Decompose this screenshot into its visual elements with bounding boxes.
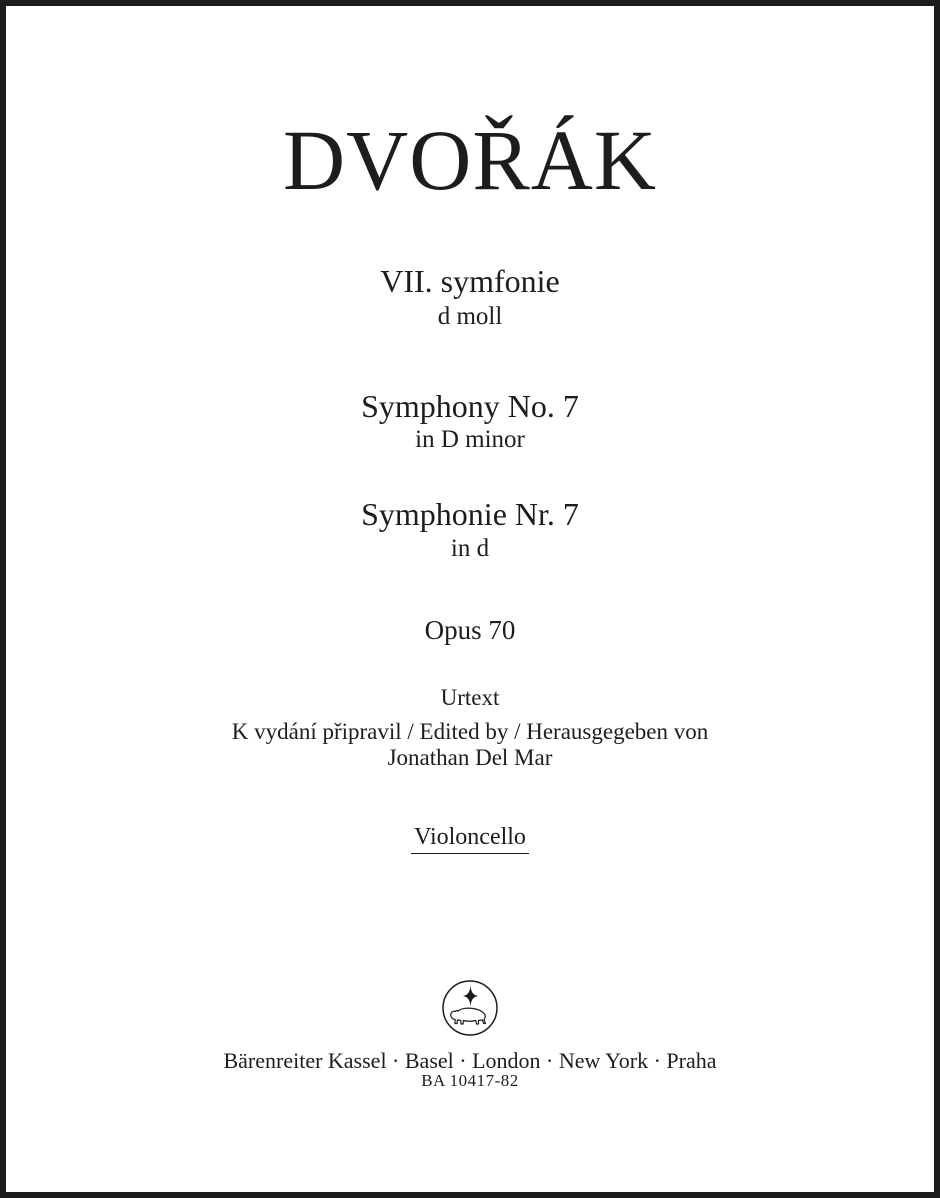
title-czech: VII. symfonie [380, 263, 560, 299]
title-german-key: in d [450, 535, 490, 562]
logo-star-icon [463, 985, 478, 1007]
edited-by-line: K vydání připravil / Edited by / Herausgegeben von [231, 719, 709, 744]
catalog-number: BA 10417-82 [421, 1071, 519, 1090]
title-english: Symphony No. 7 [361, 388, 579, 424]
instrument-part-label: Violoncello [6, 825, 934, 854]
logo-bear-icon [451, 1008, 486, 1024]
opus-number: Opus 70 [424, 615, 516, 645]
editor-name: Jonathan Del Mar [387, 745, 553, 770]
barenreiter-bear-star-logo-icon [440, 978, 500, 1038]
title-english-key: in D minor [415, 426, 525, 453]
title-german: Symphonie Nr. 7 [361, 496, 579, 532]
urtext-label: Urtext [440, 685, 500, 710]
title-czech-key: d moll [437, 303, 503, 330]
composer-name: DVOŘÁK [283, 112, 657, 208]
publisher-cities-line: Bärenreiter Kassel · Basel · London · New York · Praha [223, 1048, 717, 1073]
publisher-logo [6, 978, 934, 1038]
